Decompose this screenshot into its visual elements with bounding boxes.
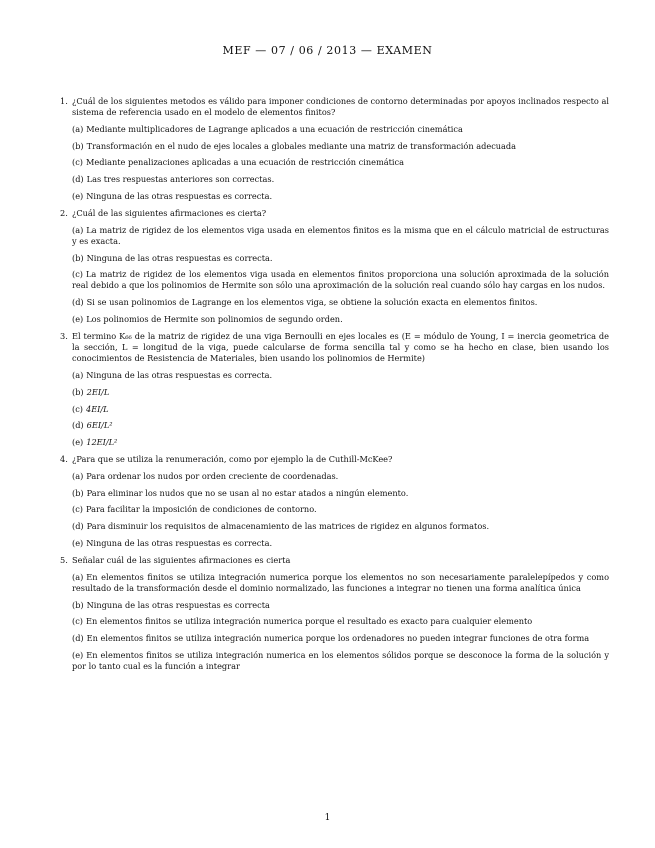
option-label: (b) [72,487,84,498]
option-label: (a) [72,370,84,381]
option-text: 6EI/L² [86,420,113,431]
question-text: ¿Para que se utiliza la renumeración, como por ejemplo la de Cuthill-McKee? [72,454,393,465]
option-text: Mediante penalizaciones aplicadas a una ecuación de restricción cinemática [85,157,404,168]
option-label: (c) [72,504,83,515]
option-d [72,174,609,185]
option-text: Las tres respuestas anteriores son correctas. [86,174,275,185]
page-number: 1 [324,813,331,823]
exam-title: MEF — 07 / 06 / 2013 — EXAMEN [222,44,433,57]
option-label: (a) [72,123,84,134]
option-b [72,253,609,264]
question-number: 3. [60,331,68,342]
option-b [72,600,609,611]
option-c [72,157,609,168]
option-label: (a) [72,571,84,582]
option-text: Mediante multiplicadores de Lagrange aplicados a una ecuación de restricción cinemática [86,123,463,134]
question-number: 4. [60,454,68,465]
option-text: Ninguna de las otras respuestas es correcta. [86,190,273,201]
option-text: Para eliminar los nudos que no se usan al no estar atados a ningún elemento. [86,487,409,498]
option-a [72,471,609,482]
option-text: Para disminuir los requisitos de almacenamiento de las matrices de rigidez en algunos formatos. [86,520,490,531]
option-text: 4EI/L [85,403,109,414]
option-b [72,141,609,152]
option-label: (d) [72,520,84,531]
question-text: ¿Cuál de los siguientes metodos es válido para imponer condiciones de contorno determinadas por apoyos inclinados respecto al sistema de referencia usado en el modelo de elementos finitos? [72,96,609,118]
option-text: Transformación en el nudo de ejes locales a globales mediante una matriz de transformación adecuada [86,140,517,151]
option-text: La matriz de rigidez de los elementos viga usada en elementos finitos es la misma que en el cálculo matricial de estructuras y es exacta. [72,224,609,246]
question-4 [60,454,609,549]
option-a [72,225,609,247]
option-a [72,572,609,594]
option-label: (c) [72,157,83,168]
option-label: (b) [72,140,84,151]
option-label: (e) [72,313,84,324]
option-text: 2EI/L [86,386,110,397]
question-1 [60,96,609,202]
option-b [72,387,609,398]
option-label: (b) [72,252,84,263]
option-label: (d) [72,420,84,431]
option-label: (d) [72,297,84,308]
option-label: (d) [72,632,84,643]
option-d [72,297,609,308]
option-label: (b) [72,599,84,610]
option-d [72,633,609,644]
option-label: (c) [72,403,83,414]
option-text: Para ordenar los nudos por orden creciente de coordenadas. [86,470,339,481]
option-label: (e) [72,649,84,660]
option-text: Si se usan polinomios de Lagrange en los elementos viga, se obtiene la solución exacta en elementos finitos. [86,297,538,308]
option-text: En elementos finitos se utiliza integración numerica en los elementos sólidos porque se desconoce la forma de la solución y por lo tanto cual es la función a integrar [72,649,609,671]
option-c [72,616,609,627]
question-text: El termino K₆₆ de la matriz de rigidez de una viga Bernoulli en ejes locales es (E = módulo de Young, I = inercia geometrica de la sección, L = longitud de la viga, puede calcularse de forma sencilla tal y como se ha hecho en clase, bien usando los conocimientos de Resistencia de Materiales, bien usando los polinomios de Hermite) [72,331,609,364]
option-d [72,420,609,431]
question-5 [60,555,609,672]
option-c [72,269,609,291]
option-text: Ninguna de las otras respuestas es correcta. [86,252,273,263]
option-text: Ninguna de las otras respuestas es correcta [86,599,270,610]
question-2 [60,208,609,325]
option-text: Ninguna de las otras respuestas es correcta. [86,370,273,381]
question-text: ¿Cuál de las siguientes afirmaciones es cierta? [72,207,267,218]
question-text: Señalar cuál de las siguientes afirmaciones es cierta [72,554,291,565]
option-label: (a) [72,470,84,481]
option-text: Los polinomios de Hermite son polinomios de segundo orden. [86,313,343,324]
option-label: (c) [72,616,83,627]
option-e [72,650,609,672]
option-text: En elementos finitos se utiliza integración numerica porque los elementos no son necesariamente paralelepípedos y como resultado de la transformación desde el dominio normalizado, las funciones a integrar no tienen una forma analítica única [72,571,609,593]
option-b [72,488,609,499]
question-number: 2. [60,207,68,218]
option-label: (e) [72,190,84,201]
question-number: 5. [60,554,68,565]
question-number: 1. [60,96,68,106]
question-3 [60,331,609,448]
option-text: Para facilitar la imposición de condiciones de contorno. [85,504,317,515]
option-a [72,370,609,381]
option-e [72,314,609,325]
option-label: (d) [72,174,84,185]
option-e [72,437,609,448]
option-text: Ninguna de las otras respuestas es correcta. [86,537,273,548]
option-text: En elementos finitos se utiliza integración numerica porque los ordenadores no pueden integrar funciones de otra forma [86,632,590,643]
option-d [72,521,609,532]
option-text: 12EI/L² [86,436,118,447]
option-label: (e) [72,537,84,548]
option-label: (e) [72,436,84,447]
option-a [72,124,609,135]
option-label: (c) [72,269,83,280]
option-text: En elementos finitos se utiliza integración numerica porque el resultado es exacto para cualquier elemento [85,616,533,627]
option-e [72,191,609,202]
option-c [72,404,609,415]
option-label: (a) [72,224,84,235]
option-e [72,538,609,549]
option-c [72,504,609,515]
option-label: (b) [72,386,84,397]
option-text: La matriz de rigidez de los elementos viga usada en elementos finitos proporciona una solución aproximada de la solución real debido a que los polinomios de Hermite son sólo una aproximación de la solución real cuando sólo hay cargas en los nudos. [72,269,609,291]
question-list [60,96,609,678]
